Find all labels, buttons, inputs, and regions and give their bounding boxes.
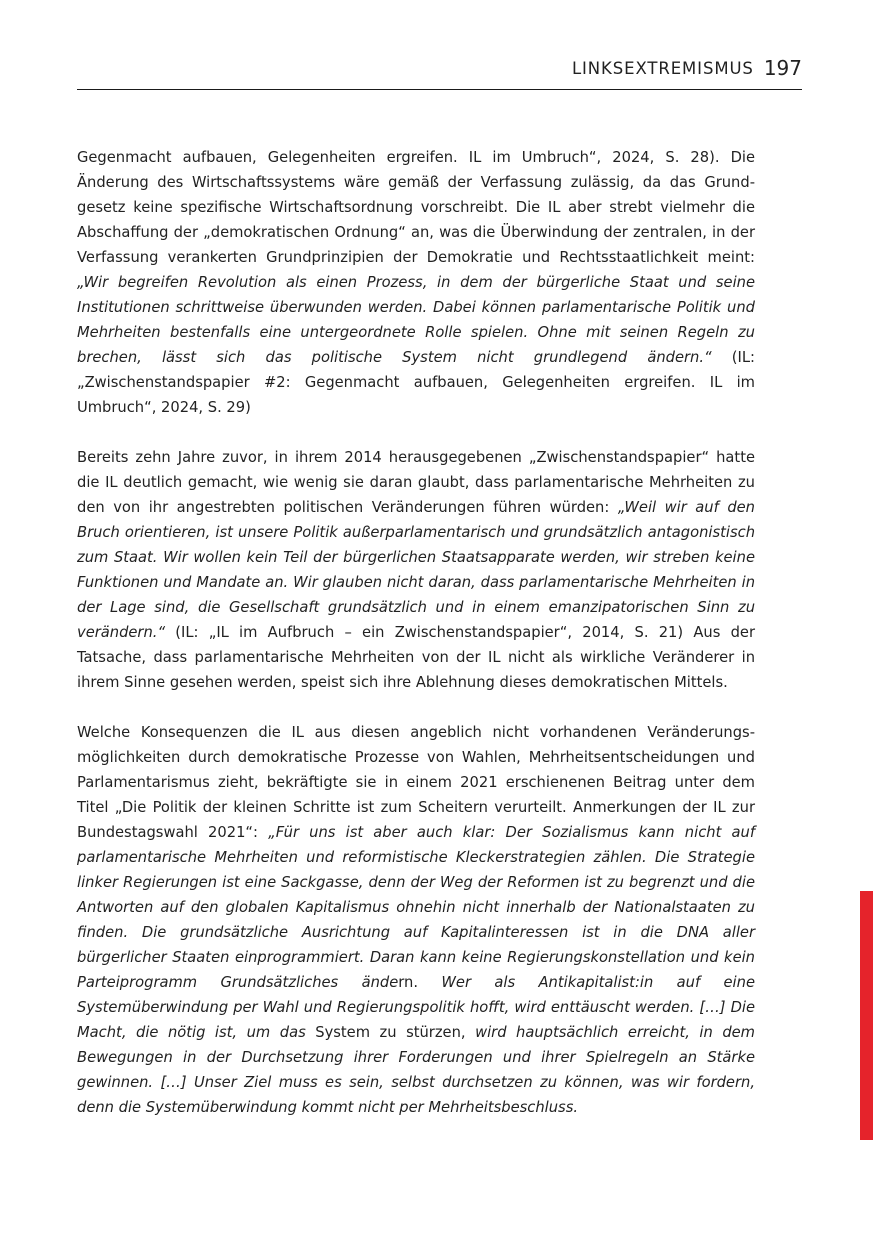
quote-segment: „Weil wir auf den Bruch orientieren, ist unsere Politik außerparlamentarisch und grundsätzlich antagonistisch zum Staat. Wir wollen kein Teil der bürgerlichen Staatsapparate werden, wir streben keine Funktionen und Mandate an. Wir glauben nicht daran, dass parlamentarische Mehrheiten in der Lage sind, die Gesellschaft grundsätzlich und in einem emanzipatorischen Sinn zu verändern.“ [77, 499, 755, 641]
section-title: LINKSEXTREMISMUS [571, 59, 754, 78]
text-segment: Gegenmacht aufbauen, Gelegenheiten ergreifen. IL im Umbruch“, 2024, S. 28). Die Änderung des Wirtschaftssystems wäre gemäß der Verfassung zulässig, da das Grundgesetz keine spezifische Wirtschaftsordnung vorschreibt. Die IL aber strebt vielmehr die Abschaffung der „demokratischen Ordnung“ an, was die Überwindung der zentralen, in der Verfassung verankerten Grundprinzipien der Demokratie und Rechtsstaatlichkeit meint: [77, 149, 755, 266]
quote-segment: wird hauptsächlich erreicht, in dem Bewegungen in der Durchsetzung ihrer Forderungen und ihrer Spielregeln an Stärke gewinnen. […] Unser Ziel muss es sein, selbst durchsetzen zu können, was wir fordern, denn die Systemüberwindung kommt nicht per Mehrheitsbeschluss. [77, 1024, 755, 1116]
paragraph-1 [77, 145, 755, 420]
paragraph-3 [77, 720, 755, 1120]
quote-segment: „Wir begreifen Revolution als einen Prozess, in dem der bürgerliche Staat und seine Institutionen schrittweise überwunden werden. Dabei können parlamentarische Politik und Mehrheiten bestenfalls eine untergeordnete Rolle spielen. Ohne mit seinen Regeln zu brechen, lässt sich das politische System nicht grundlegend ändern.“ [77, 274, 755, 366]
quote-segment: Wer als Antikapitalist:in auf eine Systemüberwindung per Wahl und Regierungspolitik hofft, wird enttäuscht werden. […] Die Macht, die nötig ist, um das [77, 974, 755, 1041]
paragraph-2 [77, 445, 755, 695]
page-number: 197 [763, 56, 802, 80]
text-segment: (IL: „Zwischenstandspapier #2: Gegenmacht aufbauen, Gelegenheiten ergreifen. IL im Umbruch“, 2024, S. 29) [77, 349, 755, 416]
text-segment: (IL: „IL im Aufbruch – ein Zwischenstandspapier“, 2014, S. 21) Aus der Tatsache, dass parlamentarische Mehrheiten von der IL nicht als wirkliche Veränderer in ihrem Sinne gesehen werden, speist sich ihre Ablehnung dieses demokratischen Mittels. [77, 624, 755, 691]
text-segment: System zu stürzen, [315, 1024, 476, 1041]
text-segment: rn. [398, 974, 442, 991]
body-text [77, 145, 755, 1120]
running-head [77, 56, 802, 90]
chapter-thumb-marker [860, 891, 873, 1140]
text-segment: Bereits zehn Jahre zuvor, in ihrem 2014 herausgegebenen „Zwischenstandspapier“ hatte die IL deutlich gemacht, wie wenig sie daran glaubt, dass parlamentarische Mehrheiten zu den von ihr angestrebten politischen Veränderungen führen würden: [77, 449, 755, 516]
quote-segment: „Für uns ist aber auch klar: Der Sozialismus kann nicht auf parlamentarische Mehrheiten und reformistische Kleckerstrategien zählen. Die Strategie linker Regierungen ist eine Sackgasse, denn der Weg der Reformen ist zu begrenzt und die Antworten auf den globalen Kapitalismus ohnehin nicht innerhalb der Nationalstaaten zu finden. Die grundsätzliche Ausrichtung auf Kapitalinteressen ist in die DNA aller bürgerlicher Staaten einprogrammiert. Daran kann keine Regierungskonstellation und kein Parteiprogramm Grundsätzliches ände [77, 824, 756, 991]
text-segment: Welche Konsequenzen die IL aus diesen angeblich nicht vorhandenen Veränderungsmöglichkeiten durch demokratische Prozesse von Wahlen, Mehrheitsentscheidungen und Parlamentarismus zieht, bekräftigte sie in einem 2021 erschienenen Beitrag unter dem Titel „Die Politik der kleinen Schritte ist zum Scheitern verurteilt. Anmerkungen der IL zur Bundestagswahl 2021“: [77, 724, 755, 841]
